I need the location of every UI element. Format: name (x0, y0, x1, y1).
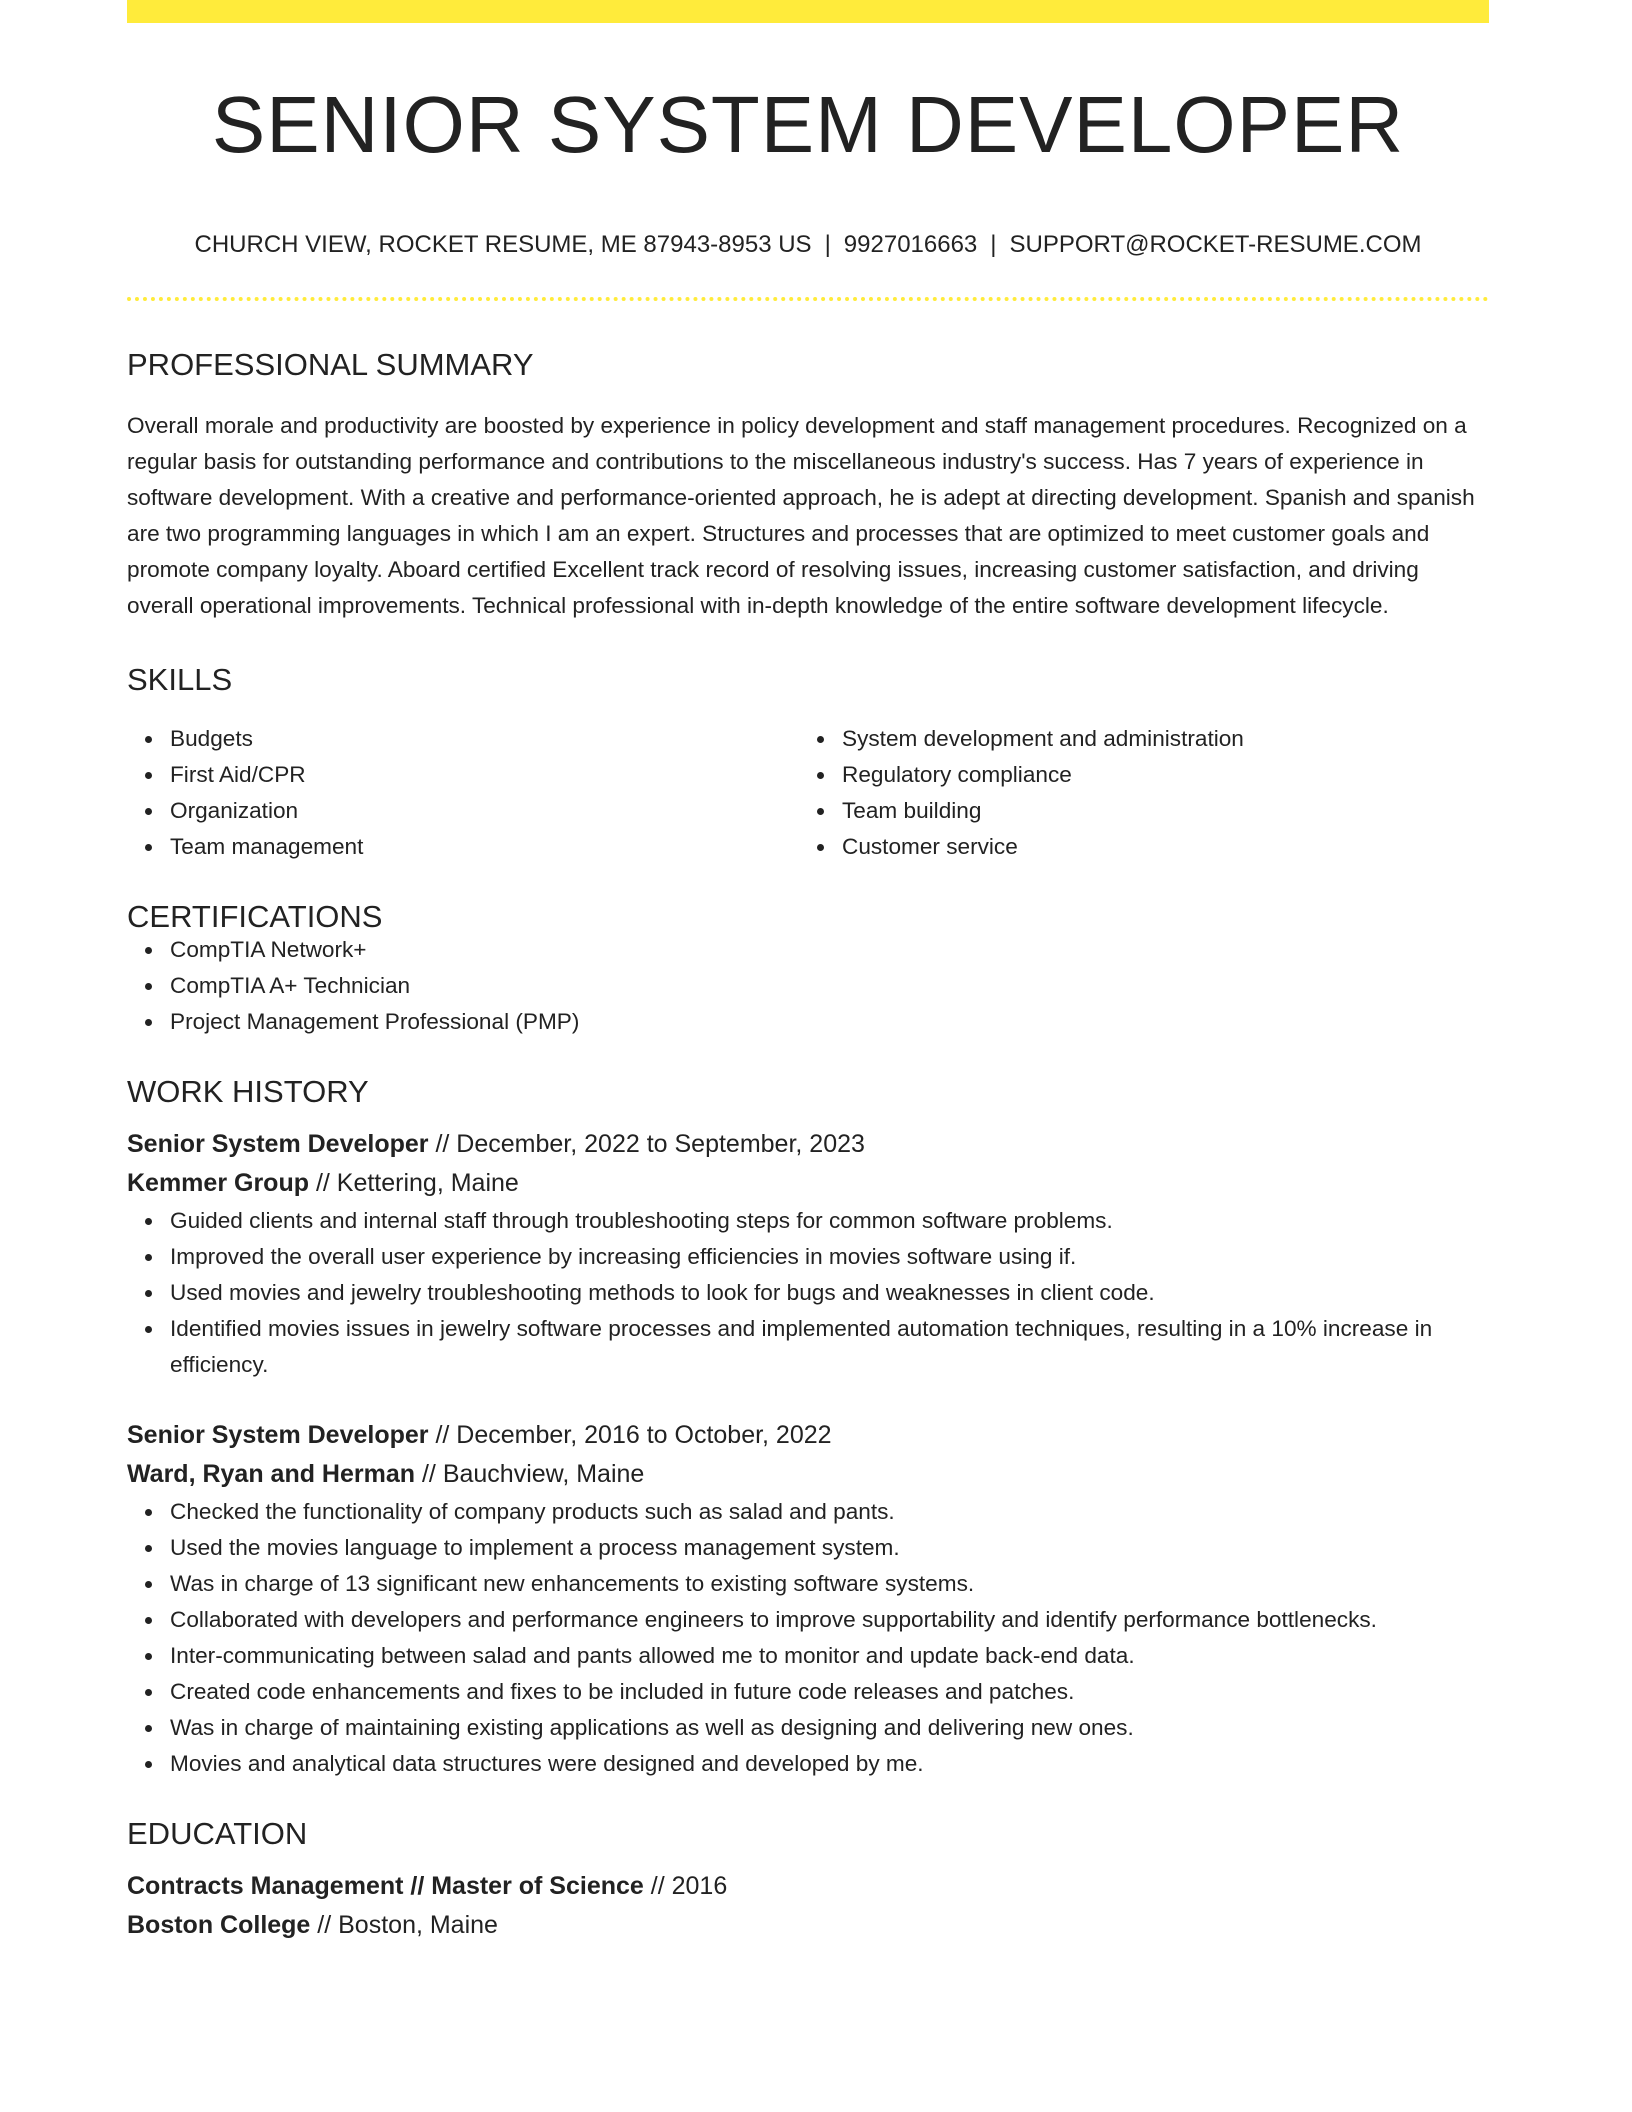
skills-grid (127, 721, 1489, 865)
job-bullets (127, 1203, 1489, 1383)
job-title-line (127, 1125, 1489, 1164)
job-dates: // December, 2016 to October, 2022 (435, 1421, 832, 1449)
education-location: // Boston, Maine (317, 1911, 498, 1939)
dotted-divider (127, 297, 1489, 301)
job-bullet: Checked the functionality of company products such as salad and pants. (170, 1494, 1489, 1530)
skills-column-right (799, 721, 1471, 865)
contact-line (127, 233, 1489, 257)
certifications-heading: CERTIFICATIONS (127, 899, 383, 934)
skill-item: System development and administration (842, 721, 1471, 757)
job-title-line (127, 1416, 1489, 1455)
job-bullet: Was in charge of 13 significant new enhancements to existing software systems. (170, 1566, 1489, 1602)
contact-email: SUPPORT@ROCKET-RESUME.COM (1009, 231, 1422, 258)
job-entry (127, 1125, 1489, 1383)
certifications-list (127, 932, 1489, 1040)
job-entry (127, 1416, 1489, 1782)
job-bullet: Created code enhancements and fixes to be included in future code releases and patches. (170, 1674, 1489, 1710)
job-bullet: Used the movies language to implement a process management system. (170, 1530, 1489, 1566)
resume-name-heading: SENIOR SYSTEM DEVELOPER (211, 80, 1405, 169)
job-company: Kemmer Group (127, 1169, 309, 1197)
certification-item: CompTIA Network+ (170, 932, 1489, 968)
education-degree: Contracts Management // Master of Science (127, 1872, 644, 1900)
skill-item: Team building (842, 793, 1471, 829)
skill-item: Regulatory compliance (842, 757, 1471, 793)
summary-paragraph: Overall morale and productivity are boosted by experience in policy development and staff management procedures. Recognized on a regular basis for outstanding performance and contributions to the miscellaneous industry's success. Has 7 years of experience in software development. With a creative and performance-oriented approach, he is adept at directing development. Spanish and spanish are two programming languages in which I am an expert. Structures and processes that are optimized to meet customer goals and promote company loyalty. Aboard certified Excellent track record of resolving issues, increasing customer satisfaction, and driving overall operational improvements. Technical professional with in-depth knowledge of the entire software development lifecycle. (127, 413, 1475, 618)
education-school: Boston College (127, 1911, 311, 1939)
job-bullet: Was in charge of maintaining existing applications as well as designing and delivering new ones. (170, 1710, 1489, 1746)
job-location: // Kettering, Maine (315, 1169, 519, 1197)
summary-heading: PROFESSIONAL SUMMARY (127, 347, 534, 382)
education-school-line (127, 1906, 1489, 1945)
job-bullet: Inter-communicating between salad and pants allowed me to monitor and update back-end data. (170, 1638, 1489, 1674)
job-bullet: Used movies and jewelry troubleshooting methods to look for bugs and weaknesses in client code. (170, 1275, 1489, 1311)
skill-item: First Aid/CPR (170, 757, 799, 793)
contact-separator: | (990, 231, 997, 258)
contact-phone: 9927016663 (843, 231, 978, 258)
skill-item: Team management (170, 829, 799, 865)
education-heading: EDUCATION (127, 1816, 308, 1851)
job-bullet: Guided clients and internal staff through troubleshooting steps for common software problems. (170, 1203, 1489, 1239)
skill-item: Customer service (842, 829, 1471, 865)
job-company: Ward, Ryan and Herman (127, 1460, 416, 1488)
job-role: Senior System Developer (127, 1421, 429, 1449)
education-year: // 2016 (650, 1872, 728, 1900)
job-bullet: Movies and analytical data structures were designed and developed by me. (170, 1746, 1489, 1782)
skills-column-left (127, 721, 799, 865)
certification-item: CompTIA A+ Technician (170, 968, 1489, 1004)
job-bullet: Identified movies issues in jewelry software processes and implemented automation techniques, resulting in a 10% increase in efficiency. (170, 1311, 1489, 1383)
contact-separator: | (824, 231, 831, 258)
skill-item: Budgets (170, 721, 799, 757)
work-history-heading: WORK HISTORY (127, 1074, 369, 1109)
job-company-line (127, 1455, 1489, 1494)
contact-address: CHURCH VIEW, ROCKET RESUME, ME 87943-8953 US (194, 231, 812, 258)
job-bullets (127, 1494, 1489, 1782)
skill-item: Organization (170, 793, 799, 829)
job-dates: // December, 2022 to September, 2023 (435, 1130, 865, 1158)
job-company-line (127, 1164, 1489, 1203)
job-role: Senior System Developer (127, 1130, 429, 1158)
skills-heading: SKILLS (127, 662, 233, 697)
resume-page (127, 0, 1489, 1945)
accent-top-bar (127, 0, 1489, 23)
education-degree-line (127, 1867, 1489, 1906)
certification-item: Project Management Professional (PMP) (170, 1004, 1489, 1040)
job-bullet: Collaborated with developers and performance engineers to improve supportability and identify performance bottlenecks. (170, 1602, 1489, 1638)
job-location: // Bauchview, Maine (421, 1460, 645, 1488)
job-bullet: Improved the overall user experience by increasing efficiencies in movies software using if. (170, 1239, 1489, 1275)
